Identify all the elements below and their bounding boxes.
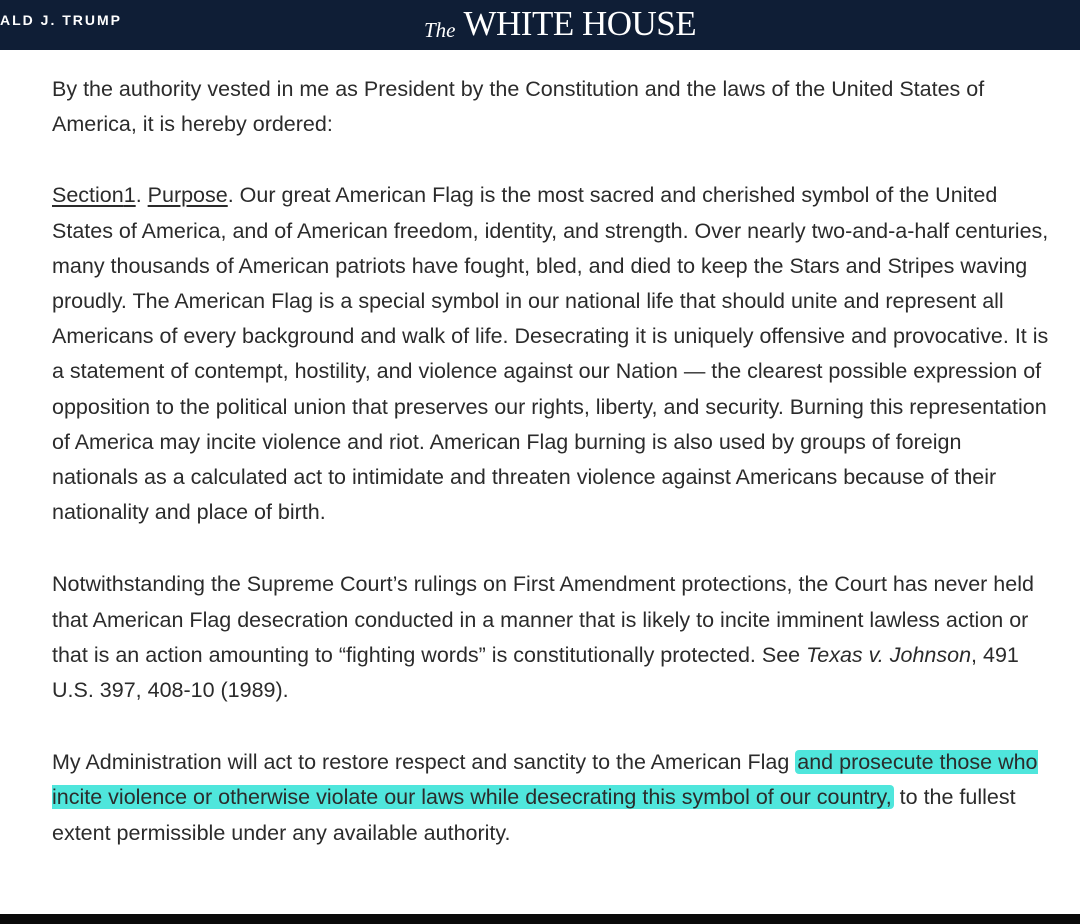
- section-number: 1: [123, 183, 136, 208]
- administration-paragraph: [52, 745, 1052, 851]
- article-body: [52, 72, 1052, 888]
- brand-prefix: The: [424, 18, 456, 42]
- purpose-label: Purpose: [147, 183, 228, 208]
- bottom-bar: [0, 914, 1080, 924]
- case-citation: , 491 U.S. 397, 408-10 (1989).: [52, 642, 1019, 703]
- site-logo[interactable]: [424, 0, 696, 50]
- case-name: Texas v. Johnson: [806, 642, 972, 667]
- highlighted-text: and prosecute those who incite violence or otherwise violate our laws while desecrating this symbol of our country,: [52, 750, 1038, 810]
- header-left-text[interactable]: ALD J. TRUMP: [0, 12, 122, 28]
- brand-name: WHITE HOUSE: [463, 4, 697, 43]
- p4-after: to the fullest extent permissible under any available authority.: [52, 785, 1016, 845]
- supreme-court-paragraph: [52, 567, 1052, 708]
- intro-paragraph: By the authority vested in me as President by the Constitution and the laws of the United States of America, it is hereby ordered:: [52, 77, 985, 137]
- p3-text: Notwithstanding the Supreme Court’s rulings on First Amendment protections, the Court has never held that American Flag desecration conducted in a manner that is likely to incite imminent lawless action or that is an action amounting to “fighting words” is constitutionally protected. See: [52, 572, 1034, 667]
- purpose-text: . Our great American Flag is the most sacred and cherished symbol of the United States of America, and of American freedom, identity, and strength. Over nearly two-and-a-half centuries, many thousands of American patriots have fought, bled, and died to keep the Stars and Stripes waving proudly. The American Flag is a special symbol in our national life that should unite and represent all Americans of every background and walk of life. Desecrating it is uniquely offensive and provocative. It is a statement of contempt, hostility, and violence against our Nation — the clearest possible expression of opposition to the political union that preserves our rights, liberty, and security. Burning this representation of America may incite violence and riot. American Flag burning is also used by groups of foreign nationals as a calculated act to intimidate and threaten violence against Americans because of their nationality and place of birth.: [52, 183, 1049, 525]
- section-separator: .: [135, 183, 148, 208]
- p4-before: My Administration will act to restore respect and sanctity to the American Flag: [52, 750, 796, 775]
- section-1-paragraph: [52, 178, 1052, 530]
- site-header: [0, 0, 1080, 50]
- section-label: Section: [52, 183, 124, 208]
